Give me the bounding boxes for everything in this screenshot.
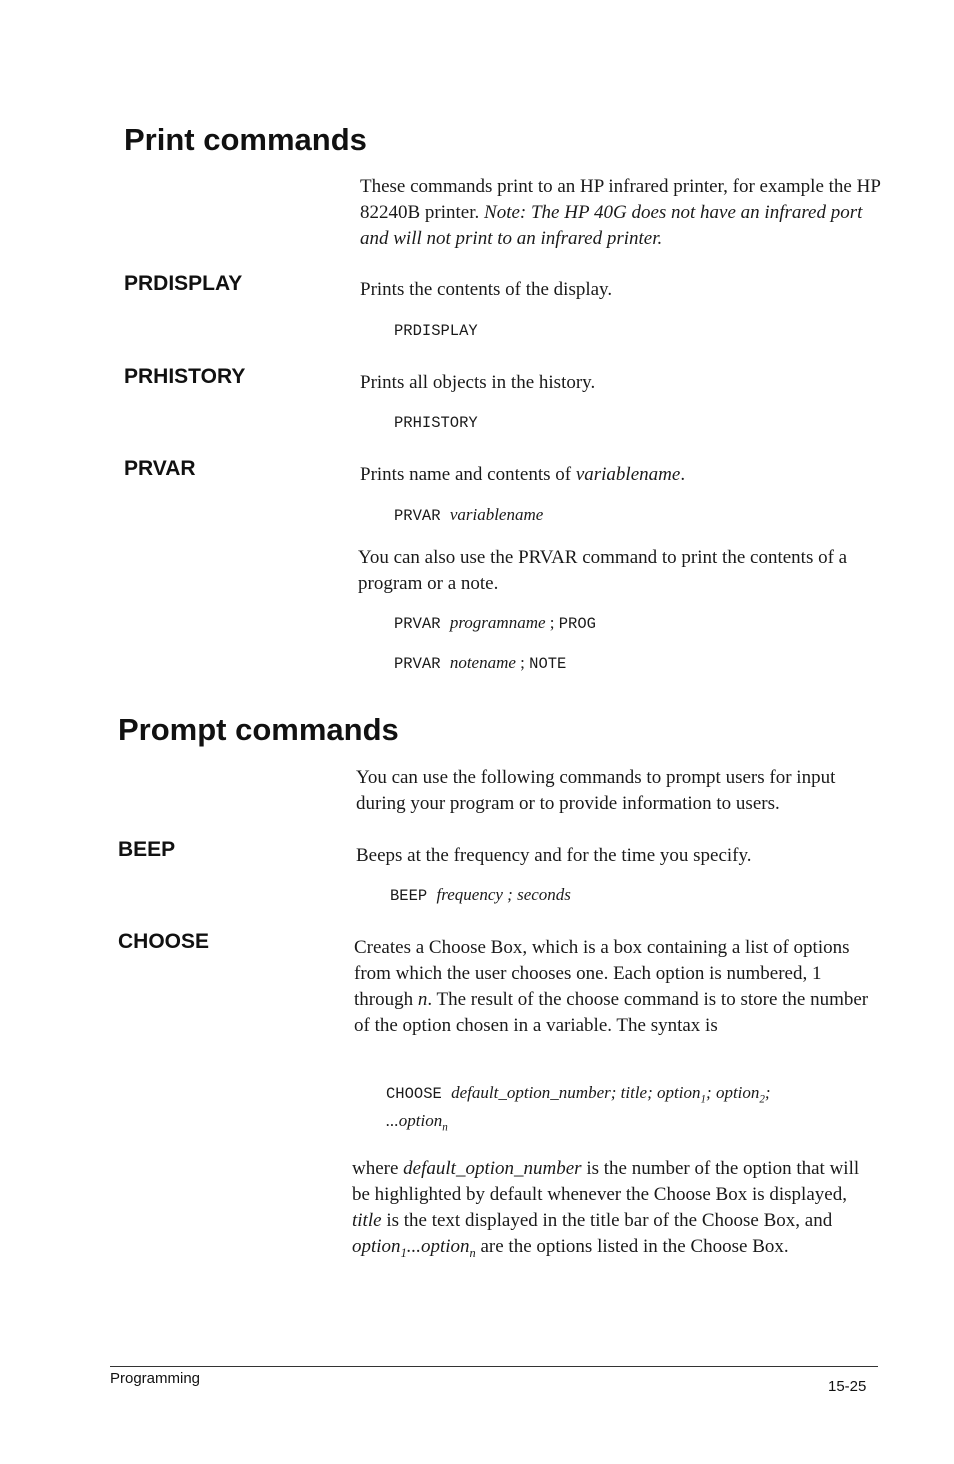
where-text-1: is the number of the option that will be highlighted by default whenever the Choose Box is displayed, — [352, 1158, 860, 1205]
choose-description-n: n — [417, 989, 428, 1010]
prdisplay-syntax: PRDISPLAY — [394, 322, 478, 340]
where-option-1-sub: 1 — [400, 1245, 407, 1260]
print-commands-intro — [360, 174, 890, 252]
beep-syntax — [390, 884, 571, 907]
prvar-note-command: PRVAR — [394, 655, 450, 673]
where-title: title — [352, 1210, 382, 1231]
prvar-syntax-argument: variablename — [449, 505, 544, 524]
choose-syntax-option-1-sub: 1 — [700, 1093, 707, 1106]
footer-page-number: 15-25 — [828, 1378, 867, 1395]
command-heading-prdisplay: PRDISPLAY — [124, 272, 243, 295]
prvar-note-type: NOTE — [529, 655, 567, 673]
command-heading-choose: CHOOSE — [118, 930, 210, 953]
prvar-program-type: PROG — [558, 615, 596, 633]
choose-syntax-sep-3: ; — [706, 1083, 716, 1102]
prvar-syntax-command: PRVAR — [394, 507, 450, 525]
beep-syntax-seconds: seconds — [517, 885, 571, 904]
command-heading-prvar: PRVAR — [124, 457, 196, 480]
where-text-3: are the options listed in the Choose Box. — [475, 1236, 789, 1257]
prvar-description-text: Prints name and contents of — [360, 464, 576, 485]
choose-where-explanation — [352, 1156, 880, 1266]
section-title-prompt-commands: Prompt commands — [118, 712, 399, 747]
prdisplay-description: Prints the contents of the display. — [360, 279, 613, 300]
choose-syntax-command: CHOOSE — [386, 1085, 452, 1103]
choose-syntax-option-n: ...option — [386, 1111, 443, 1130]
prvar-program-separator: ; — [545, 613, 559, 632]
prhistory-syntax: PRHISTORY — [394, 414, 478, 432]
choose-syntax-sep-2: ; — [647, 1083, 658, 1102]
beep-description: Beeps at the frequency and for the time you specify. — [356, 845, 752, 866]
beep-syntax-frequency: frequency — [436, 885, 503, 904]
beep-syntax-command: BEEP — [390, 887, 437, 905]
prvar-description-end: . — [680, 464, 686, 485]
where-option-1: option — [352, 1236, 401, 1257]
choose-syntax-sep-1: ; — [610, 1083, 621, 1102]
intro-note: Note: The HP 40G does not have an infrared port and will not print to an infrared printer. — [360, 202, 863, 249]
choose-syntax-option-2-sub: 2 — [759, 1093, 765, 1106]
choose-syntax-option-1: option — [657, 1083, 701, 1102]
section-title-print-commands: Print commands — [124, 122, 367, 157]
choose-description — [354, 935, 880, 1039]
prompt-commands-intro: You can use the following commands to prompt users for input during your program or to provide information to users. — [356, 767, 836, 814]
command-heading-beep: BEEP — [118, 838, 176, 861]
choose-description-rest: . The result of the choose command is to store the number of the option chosen in a variable. The syntax is — [354, 989, 869, 1036]
choose-syntax-default-option: default_option_number — [451, 1083, 611, 1102]
where-option-n-sub: n — [469, 1245, 476, 1260]
beep-syntax-separator: ; — [502, 885, 518, 904]
where-text: where — [352, 1158, 404, 1179]
choose-syntax-option-n-sub: n — [442, 1121, 448, 1134]
footer-rule — [110, 1366, 878, 1367]
choose-syntax-line-1 — [386, 1082, 771, 1110]
choose-syntax-option-2: option — [715, 1083, 760, 1102]
intro-text: These commands print to an HP infrared printer, for example the HP 82240B printer. — [360, 176, 881, 223]
prvar-program-command: PRVAR — [394, 615, 450, 633]
prvar-note-syntax — [394, 652, 566, 675]
choose-syntax-title: title — [620, 1083, 648, 1102]
prvar-extra-text: You can also use the PRVAR command to print the contents of a program or a note. — [358, 547, 848, 594]
prvar-description-variable: variablename — [575, 464, 681, 485]
prvar-program-syntax — [394, 612, 596, 635]
footer-chapter: Programming — [110, 1370, 201, 1387]
where-option-n: ...option — [406, 1236, 470, 1257]
prvar-note-argument: notename — [449, 653, 516, 672]
command-heading-prhistory: PRHISTORY — [124, 365, 246, 388]
prhistory-description: Prints all objects in the history. — [360, 372, 596, 393]
choose-description-text: Creates a Choose Box, which is a box containing a list of options from which the user chooses one. Each option is numbered, 1 through — [354, 937, 850, 1010]
prvar-note-separator: ; — [515, 653, 530, 672]
prvar-syntax — [394, 504, 543, 527]
choose-syntax-sep-4: ; — [764, 1083, 771, 1102]
prvar-program-argument: programname — [449, 613, 546, 632]
where-text-2: is the text displayed in the title bar of the Choose Box, and — [381, 1210, 833, 1231]
where-default-option: default_option_number — [403, 1158, 582, 1179]
prvar-description — [360, 462, 890, 488]
choose-syntax-line-2 — [386, 1110, 448, 1138]
